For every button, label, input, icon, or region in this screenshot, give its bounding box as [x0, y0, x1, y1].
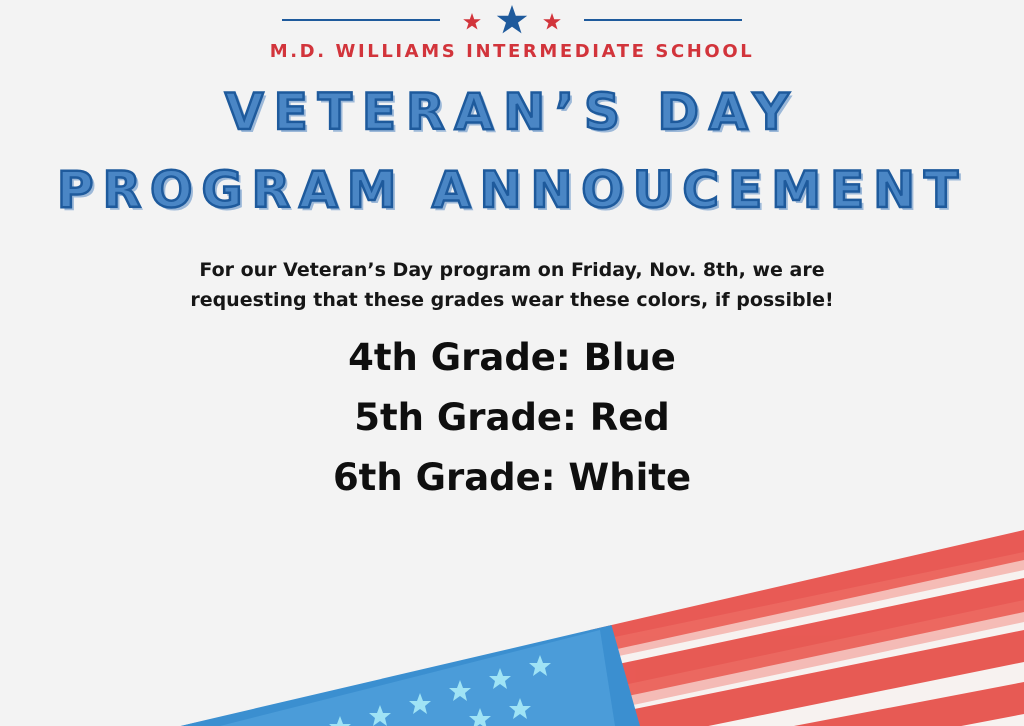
star-icon: [529, 655, 551, 676]
grade-item-4th: 4th Grade: Blue: [348, 336, 676, 379]
page-title-line-2: PROGRAM ANNOUCEMENT: [56, 161, 968, 219]
star-icon: [369, 705, 391, 726]
star-icon: [409, 693, 431, 714]
intro-line-2: requesting that these grades wear these colors, if possible!: [190, 289, 834, 311]
grade-item-5th: 5th Grade: Red: [354, 396, 670, 439]
grade-item-6th: 6th Grade: White: [332, 456, 692, 499]
star-icon: [469, 708, 491, 726]
star-icon: [497, 5, 527, 33]
header-ornament: [0, 0, 1024, 44]
intro-line-1: For our Veteran’s Day program on Friday, Nov. 8th, we are: [199, 259, 825, 281]
intro-text: [0, 255, 1024, 315]
star-icon: [489, 668, 511, 689]
school-name: M.D. WILLIAMS INTERMEDIATE SCHOOL: [269, 41, 755, 62]
star-icon: [463, 13, 481, 30]
star-icon: [509, 698, 531, 719]
star-icon: [329, 716, 351, 726]
page-title-line-1: VETERAN’S DAY: [224, 83, 800, 141]
star-icon: [543, 13, 561, 30]
star-icon: [449, 680, 471, 701]
grade-color-list: [0, 328, 1024, 508]
